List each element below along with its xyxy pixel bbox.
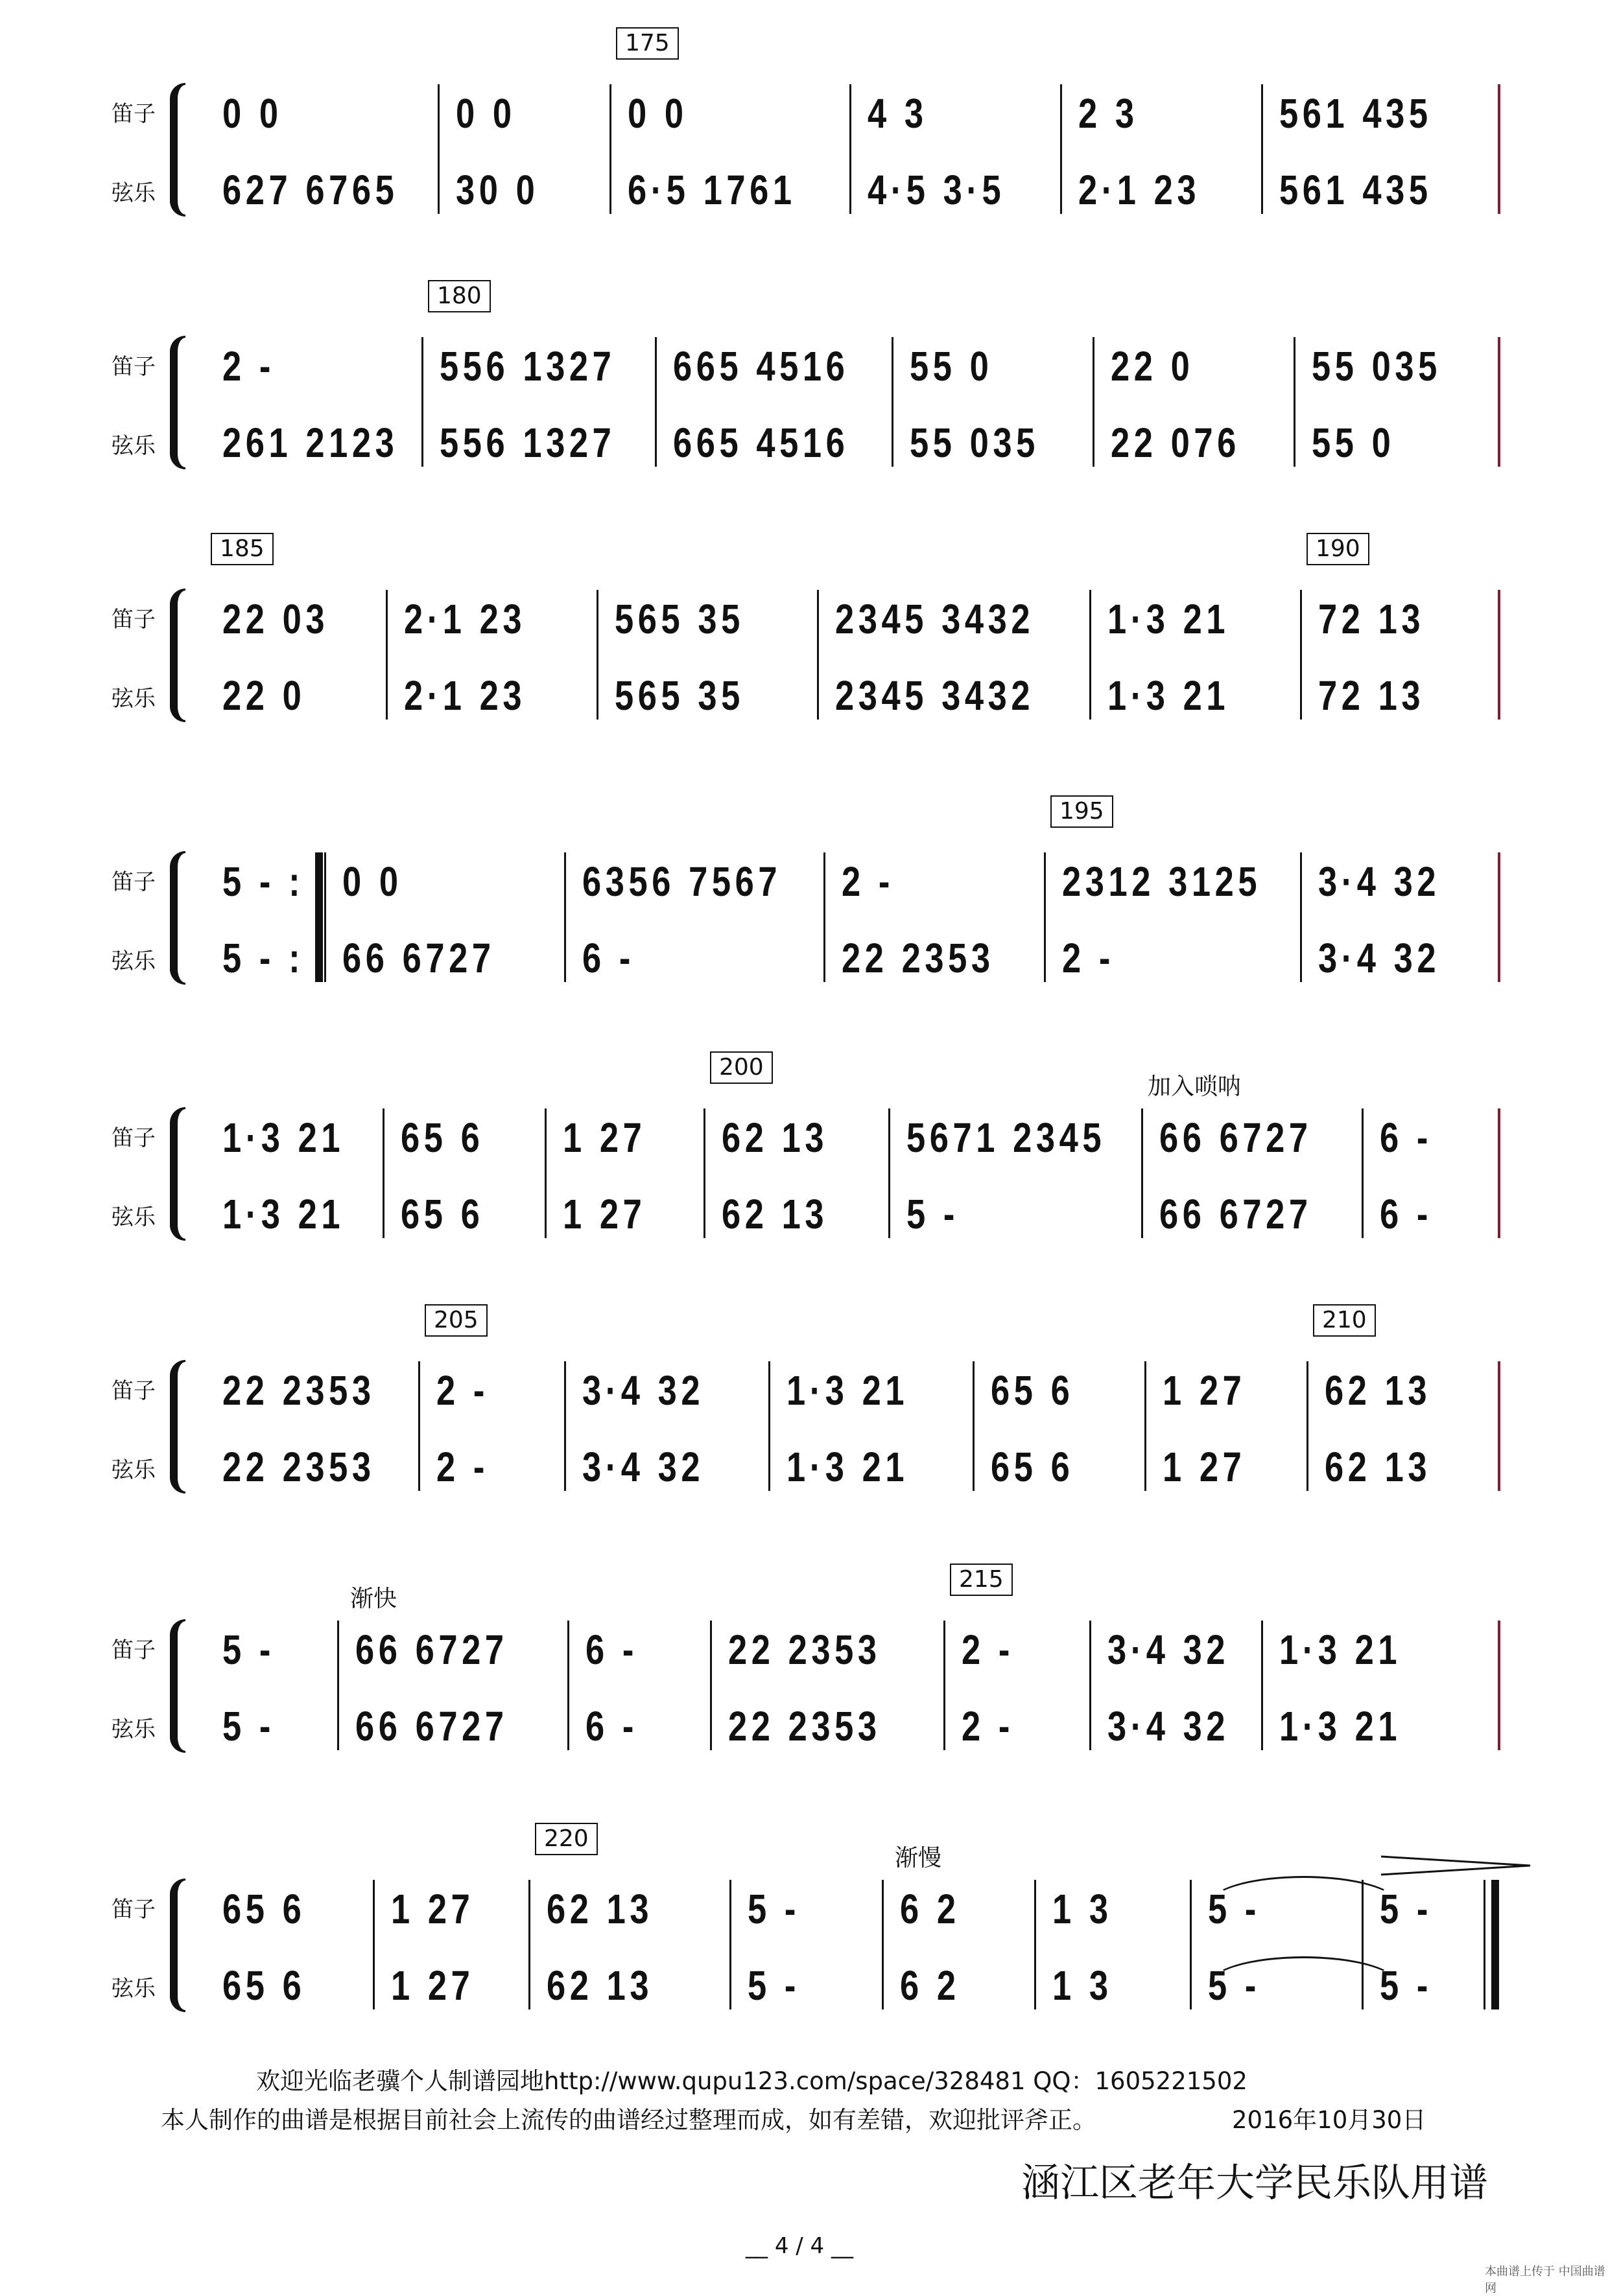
staff-system	[0, 1307, 1608, 1497]
strings-measure: 65 6	[222, 1962, 306, 2009]
measure-number: 220	[535, 1823, 598, 1855]
page-number-value: 4 / 4	[774, 2233, 825, 2259]
flute-measure: 1·3 21	[1107, 596, 1230, 642]
staff-system	[0, 798, 1608, 989]
flute-measure: 5 -	[1208, 1886, 1260, 1932]
flute-measure: 5 -	[748, 1886, 800, 1932]
flute-measure: 66 6727	[355, 1626, 508, 1673]
strings-measure: 665 4516	[673, 419, 849, 466]
strings-measure: 66 6727	[355, 1703, 508, 1750]
instrument-label-flute: 笛子	[112, 869, 156, 895]
tempo-annotation: 加入唢呐	[1148, 1073, 1242, 1100]
instrument-label-flute: 笛子	[112, 354, 156, 380]
flute-measure: 5671 2345	[906, 1114, 1106, 1161]
strings-measure: 22 2353	[842, 935, 995, 981]
barline	[1498, 1361, 1500, 1491]
strings-measure: 5 -	[748, 1962, 800, 2009]
flute-measure: 62 13	[547, 1886, 654, 1932]
barline	[1498, 1108, 1500, 1238]
barline	[609, 84, 611, 214]
flute-measure: 1 27	[563, 1114, 646, 1161]
decrescendo-hairpin	[1381, 1854, 1537, 1880]
measure-number: 205	[425, 1304, 488, 1337]
strings-measure: 6 -	[582, 935, 635, 981]
strings-measure: 62 13	[1325, 1444, 1432, 1490]
measure-number: 215	[950, 1564, 1013, 1596]
flute-measure: 665 4516	[673, 343, 849, 390]
strings-measure: 22 076	[1111, 419, 1240, 466]
strings-measure: 627 6765	[222, 167, 399, 213]
barline	[817, 590, 819, 720]
barline	[1498, 1621, 1500, 1750]
system-bracket	[170, 336, 185, 469]
flute-measure: 2 -	[842, 858, 894, 905]
barline	[710, 1621, 712, 1750]
system-bracket	[170, 589, 185, 722]
strings-measure: 5 - :	[222, 935, 305, 981]
flute-measure: 72 13	[1318, 596, 1425, 642]
strings-measure: 22 0	[222, 672, 306, 719]
strings-measure: 1·3 21	[1279, 1703, 1402, 1750]
barline	[1362, 1108, 1364, 1238]
flute-measure: 6 -	[1380, 1114, 1432, 1161]
strings-measure: 1·3 21	[222, 1191, 345, 1237]
barline	[888, 1108, 890, 1238]
barline	[1190, 1880, 1192, 2009]
instrument-label-flute: 笛子	[112, 1637, 156, 1663]
staff-system	[0, 1566, 1608, 1757]
strings-measure: 2·1 23	[1078, 167, 1201, 213]
barline	[892, 337, 893, 467]
strings-measure: 1 27	[563, 1191, 646, 1237]
strings-measure: 1 3	[1052, 1962, 1113, 2009]
strings-measure: 1 27	[1163, 1444, 1246, 1490]
flute-measure: 1·3 21	[222, 1114, 345, 1161]
flute-measure: 62 13	[1325, 1367, 1432, 1414]
strings-measure: 30 0	[456, 167, 539, 213]
instrument-label-flute: 笛子	[112, 101, 156, 127]
flute-measure: 561 435	[1279, 90, 1432, 137]
system-bracket	[170, 1879, 185, 2012]
barline	[528, 1880, 530, 2009]
barline	[1060, 84, 1062, 214]
barline	[1089, 1621, 1091, 1750]
flute-measure: 6356 7567	[582, 858, 782, 905]
barline	[1261, 1621, 1263, 1750]
strings-measure: 65 6	[991, 1444, 1074, 1490]
flute-measure: 6 -	[585, 1626, 638, 1673]
strings-measure: 55 035	[910, 419, 1039, 466]
barline	[421, 337, 423, 467]
flute-measure: 22 0	[1111, 343, 1194, 390]
flute-measure: 2312 3125	[1062, 858, 1262, 905]
flute-measure: 556 1327	[440, 343, 616, 390]
instrument-label-flute: 笛子	[112, 1378, 156, 1404]
barline	[597, 590, 598, 720]
barline	[1498, 852, 1500, 982]
final-barline-thin	[1484, 1880, 1485, 2009]
flute-measure: 3·4 32	[1107, 1626, 1230, 1673]
tempo-annotation: 渐慢	[895, 1845, 942, 1871]
strings-measure: 2 -	[1062, 935, 1115, 981]
measure-number: 195	[1050, 795, 1113, 828]
strings-measure: 5 -	[222, 1703, 275, 1750]
page-number: __ 4 / 4 __	[746, 2233, 853, 2259]
flute-measure: 66 6727	[1159, 1114, 1312, 1161]
strings-measure: 22 2353	[728, 1703, 881, 1750]
instrument-label-strings: 弦乐	[112, 686, 156, 712]
barline	[564, 1361, 566, 1491]
barline	[1300, 590, 1302, 720]
barline	[324, 852, 326, 982]
barline	[1306, 1361, 1308, 1491]
strings-measure: 3·4 32	[582, 1444, 705, 1490]
flute-measure: 2 -	[436, 1367, 489, 1414]
flute-measure: 5 - :	[222, 858, 305, 905]
strings-measure: 72 13	[1318, 672, 1425, 719]
strings-measure: 2 -	[436, 1444, 489, 1490]
strings-measure: 22 2353	[222, 1444, 375, 1490]
flute-measure: 1·3 21	[786, 1367, 909, 1414]
flute-measure: 65 6	[401, 1114, 484, 1161]
flute-measure: 22 2353	[728, 1626, 881, 1673]
barline	[973, 1361, 975, 1491]
flute-measure: 22 2353	[222, 1367, 375, 1414]
flute-measure: 2 -	[222, 343, 275, 390]
barline	[1498, 337, 1500, 467]
barline	[1141, 1108, 1143, 1238]
strings-measure: 261 2123	[222, 419, 399, 466]
flute-measure: 4 3	[868, 90, 928, 137]
footer-website-line: 欢迎光临老骥个人制谱园地http://www.qupu123.com/space/328481 QQ：1605221502	[256, 2067, 1247, 2095]
staff-system	[0, 283, 1608, 473]
barline	[418, 1361, 420, 1491]
flute-measure: 62 13	[722, 1114, 829, 1161]
strings-measure: 3·4 32	[1318, 935, 1441, 981]
instrument-label-strings: 弦乐	[112, 180, 156, 206]
measure-number: 180	[428, 280, 491, 312]
staff-system	[0, 1054, 1608, 1245]
flute-measure: 65 6	[222, 1886, 306, 1932]
strings-measure: 66 6727	[342, 935, 495, 981]
strings-measure: 5 -	[906, 1191, 959, 1237]
flute-measure: 2345 3432	[835, 596, 1035, 642]
flute-measure: 0 0	[628, 90, 688, 137]
flute-measure: 1 27	[391, 1886, 475, 1932]
barline	[704, 1108, 705, 1238]
strings-measure: 4·5 3·5	[868, 167, 1006, 213]
barline	[1044, 852, 1046, 982]
strings-measure: 6 2	[900, 1962, 960, 2009]
flute-measure: 2 -	[962, 1626, 1014, 1673]
instrument-label-flute: 笛子	[112, 1897, 156, 1923]
strings-measure: 6·5 1761	[628, 167, 796, 213]
instrument-label-flute: 笛子	[112, 607, 156, 633]
strings-measure: 1 27	[391, 1962, 475, 2009]
staff-system	[0, 535, 1608, 726]
footer-date: 2016年10月30日	[1232, 2106, 1426, 2134]
flute-measure: 1·3 21	[1279, 1626, 1402, 1673]
flute-measure: 3·4 32	[1318, 858, 1441, 905]
flute-measure: 22 03	[222, 596, 329, 642]
flute-measure: 1 3	[1052, 1886, 1113, 1932]
strings-measure: 62 13	[722, 1191, 829, 1237]
instrument-label-strings: 弦乐	[112, 433, 156, 459]
instrument-label-strings: 弦乐	[112, 1457, 156, 1483]
barline	[729, 1880, 731, 2009]
flute-measure: 565 35	[615, 596, 744, 642]
strings-measure: 2·1 23	[404, 672, 526, 719]
staff-system	[0, 1825, 1608, 2016]
barline	[1089, 590, 1091, 720]
strings-measure: 561 435	[1279, 167, 1432, 213]
flute-measure: 2 3	[1078, 90, 1139, 137]
barline	[567, 1621, 569, 1750]
tie-slur	[1209, 1956, 1398, 1984]
flute-measure: 3·4 32	[582, 1367, 705, 1414]
flute-measure: 2·1 23	[404, 596, 526, 642]
flute-measure: 1 27	[1163, 1367, 1246, 1414]
final-barline-thick	[1491, 1880, 1499, 2009]
strings-measure: 5 -	[1380, 1962, 1432, 2009]
strings-measure: 6 -	[1380, 1191, 1432, 1237]
system-bracket	[170, 1107, 185, 1241]
barline	[373, 1880, 375, 2009]
barline	[1498, 84, 1500, 214]
strings-measure: 2345 3432	[835, 672, 1035, 719]
instrument-label-strings: 弦乐	[112, 1204, 156, 1230]
barline	[1034, 1880, 1036, 2009]
barline	[438, 84, 440, 214]
barline	[1498, 590, 1500, 720]
instrument-label-strings: 弦乐	[112, 1976, 156, 2002]
strings-measure: 2 -	[962, 1703, 1014, 1750]
strings-measure: 65 6	[401, 1191, 484, 1237]
strings-measure: 1·3 21	[786, 1444, 909, 1490]
upload-stamp: 本曲谱上传于 中国曲谱网	[1485, 2265, 1605, 2295]
repeat-barline	[315, 852, 323, 982]
flute-measure: 65 6	[991, 1367, 1074, 1414]
barline	[386, 590, 388, 720]
strings-measure: 556 1327	[440, 419, 616, 466]
barline	[337, 1621, 339, 1750]
flute-measure: 5 -	[222, 1626, 275, 1673]
flute-measure: 0 0	[456, 90, 516, 137]
strings-measure: 3·4 32	[1107, 1703, 1230, 1750]
instrument-label-strings: 弦乐	[112, 948, 156, 974]
measure-number: 185	[211, 533, 274, 565]
strings-measure: 1·3 21	[1107, 672, 1230, 719]
tempo-annotation: 渐快	[350, 1586, 397, 1612]
footer-disclaimer-line: 本人制作的曲谱是根据目前社会上流传的曲谱经过整理而成，如有差错，欢迎批评斧正。	[161, 2106, 1096, 2134]
measure-number: 175	[616, 27, 679, 60]
barline	[1144, 1361, 1146, 1491]
signature: 涵江区老年大学民乐队用谱	[1021, 2161, 1488, 2206]
measure-number: 210	[1313, 1304, 1376, 1337]
barline	[943, 1621, 945, 1750]
barline	[882, 1880, 884, 2009]
barline	[564, 852, 566, 982]
tie-slur	[1209, 1876, 1398, 1904]
barline	[655, 337, 657, 467]
strings-measure: 5 -	[1208, 1962, 1260, 2009]
strings-measure: 6 -	[585, 1703, 638, 1750]
strings-measure: 55 0	[1312, 419, 1395, 466]
flute-measure: 55 0	[910, 343, 993, 390]
instrument-label-strings: 弦乐	[112, 1716, 156, 1742]
barline	[1300, 852, 1302, 982]
flute-measure: 6 2	[900, 1886, 960, 1932]
strings-measure: 66 6727	[1159, 1191, 1312, 1237]
barline	[849, 84, 851, 214]
system-bracket	[170, 1619, 185, 1753]
barline	[1093, 337, 1094, 467]
staff-system	[0, 30, 1608, 220]
barline	[823, 852, 825, 982]
measure-number: 200	[710, 1051, 773, 1084]
barline	[768, 1361, 770, 1491]
flute-measure: 0 0	[342, 858, 403, 905]
flute-measure: 0 0	[222, 90, 283, 137]
system-bracket	[170, 83, 185, 217]
system-bracket	[170, 1360, 185, 1494]
system-bracket	[170, 851, 185, 985]
strings-measure: 62 13	[547, 1962, 654, 2009]
strings-measure: 565 35	[615, 672, 744, 719]
barline	[1294, 337, 1295, 467]
barline	[383, 1108, 384, 1238]
instrument-label-flute: 笛子	[112, 1125, 156, 1151]
barline	[1261, 84, 1263, 214]
flute-measure: 5 -	[1380, 1886, 1432, 1932]
barline	[545, 1108, 547, 1238]
measure-number: 190	[1306, 533, 1369, 565]
flute-measure: 55 035	[1312, 343, 1441, 390]
